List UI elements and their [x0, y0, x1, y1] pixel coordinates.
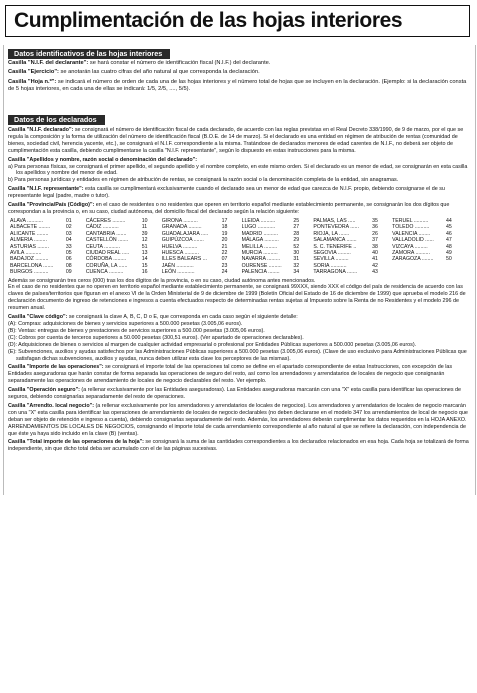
province-name: TOLEDO ..........: [392, 224, 430, 231]
province-name: VALENCIA ........: [392, 230, 431, 237]
province-row: [10, 269, 466, 275]
province-name: BURGOS ..........: [10, 269, 49, 276]
province-name: NAVARRA .........: [241, 256, 281, 263]
province-name: [392, 269, 446, 275]
province-name: RIOJA, LA .......: [313, 230, 350, 237]
province-name: ILLES BALEARS ...: [161, 256, 208, 263]
province-code: 25: [293, 217, 300, 224]
seguro-text: Casilla "Operación seguro": (a rellenar exclusivamente por las Entidades aseguradoras). Las Entidades aseguradoras marcarán con una "X" esta casilla para identificar las operaciones de seguros, debiendo consignarlas separadamente del resto de operaciones.: [8, 387, 462, 401]
province-name: CÁDIZ ...........: [85, 224, 119, 231]
province-table: [10, 218, 466, 276]
province-code: 37: [372, 237, 378, 244]
province-name: BADAJOZ .........: [10, 256, 49, 263]
province-name: CÓRDOBA .........: [85, 256, 127, 263]
province-name: JAÉN ............: [161, 262, 194, 269]
province-code: 34: [293, 269, 300, 276]
claves-list: [8, 321, 470, 362]
province-code: 45: [446, 224, 452, 231]
province-name: ALMERIA .........: [10, 237, 47, 244]
province-name: S. C. TENERIFE ..: [313, 243, 357, 250]
section-header-identificativos: Datos identificativos de las hojas interiores: [8, 49, 170, 59]
province-name: LLEIDA ..........: [241, 217, 276, 224]
provincia-after-2: En el caso de no residentes que no operen en territorio español mediante establecimiento permanente, se consignará 99XXX, siendo XXX el código del país de residencia de acuerdo con las claves de países/territorios que figuran en el anexo VI de la Orden Ministerial de 9 de diciembre de 1999 (Boletín Oficial del Estado de 16 de diciembre de 1999) que aprueba el modelo 216 de declaración documento de ingreso de retenciones e ingresos a cuenta efectuados respecto de determinadas rentas sujetas al Impuesto sobre la Renta de no Residentes y el modelo 296 de resumen anual.: [8, 284, 466, 312]
province-name: ZARAGOZA ........: [392, 256, 434, 263]
province-name: MADRID ..........: [241, 230, 278, 237]
province-name: ALICANTE ........: [10, 230, 49, 237]
province-name: VALLADOLID ......: [392, 237, 434, 244]
section-identificativos: [8, 60, 470, 96]
province-name: GIRONA ..........: [161, 217, 198, 224]
province-code: 47: [446, 237, 452, 244]
province-name: AVILA ...........: [10, 249, 42, 256]
apellidos-b: b) Para personas jurídicas y entidades en régimen de atribución de rentas, se consignará la razón social o la denominación completa de la entidad, sin anagramas.: [8, 177, 399, 184]
province-name: CEUTA ...........: [85, 243, 121, 250]
province-code: 41: [372, 256, 378, 263]
province-code: 11: [141, 224, 148, 231]
province-name: SALAMANCA .......: [313, 237, 357, 244]
province-code: 20: [221, 237, 228, 244]
clave-text: Casilla "Clave código": se consignará la clave A, B, C, D o E, que corresponda en cada caso según el siguiente detalle:: [8, 314, 298, 321]
province-name: HUESCA ..........: [161, 249, 199, 256]
province-code: 29: [293, 237, 300, 244]
province-code: 51: [141, 243, 148, 250]
provincia-text: Casilla "Provincia/País (Código)": en el caso de residentes o no residentes que operen en territorio español mediante establecimiento permanente, se consignarán los dos dígitos que correspondan a la provincia o, en su caso, ciudad autónoma, del domicilio fiscal del declarado según la relación siguiente:: [8, 202, 450, 215]
province-code: 46: [446, 230, 452, 237]
apellidos-heading: Casilla "Apellidos y nombre, razón social o denominación del declarado":: [8, 156, 198, 163]
province-name: CASTELLÓN .......: [85, 237, 129, 244]
province-code: 23: [221, 262, 228, 269]
province-name: MELILLA .........: [241, 243, 278, 250]
clave-item: (C): Cobros por cuenta de terceros superiores a 50.000 pesetas (300,51 euros). (Ver apartado de operaciones declarables).: [8, 334, 304, 341]
province-name: ZAMORA ..........: [392, 249, 430, 256]
province-name: ALAVA ...........: [10, 217, 43, 224]
province-code: 06: [65, 256, 72, 263]
province-code: 32: [293, 262, 300, 269]
province-name: SORIA ...........: [313, 262, 347, 269]
province-code: 24: [221, 269, 228, 276]
province-code: 33: [65, 243, 72, 250]
province-code: [446, 269, 466, 275]
province-code: 01: [65, 217, 72, 224]
province-code: 03: [65, 230, 72, 237]
province-name: GRANADA .........: [161, 224, 202, 231]
province-name: CANTABRIA .......: [85, 230, 127, 237]
province-name: BARCELONA .......: [10, 262, 54, 269]
section-header-declarados: Datos de los declarados: [8, 115, 105, 125]
province-code: 50: [446, 256, 452, 263]
province-name: SEGOVIA .........: [313, 249, 351, 256]
province-name: MÁLAGA ..........: [241, 237, 279, 244]
apellidos-a: a) Para personas físicas, se consignará el primer apellido, el segundo apellido y el nombre completo, en este mismo orden. Si el declarado es un menor de edad, se consignarán en esta casilla los apellidos y nombre del menor de edad.: [8, 163, 468, 177]
clave-item: (E): Subvenciones, auxilios y ayudas satisfechos por las Administraciones Públicas superiores a 500.000 pesetas (3.005,06 euros). (Clave de uso exclusivo para Administraciones Públicas que satisfagan dichas subvenciones, auxilios y ayudas, nunca deben utilizar esta clave los perceptores de las mismas).: [8, 348, 467, 362]
province-name: ALBACETE ........: [10, 224, 51, 231]
province-name: ASTURIAS ........: [10, 243, 49, 250]
province-code: 40: [372, 249, 378, 256]
province-code: 30: [293, 249, 300, 256]
province-code: 38: [372, 243, 378, 250]
province-code: 21: [221, 243, 228, 250]
clave-item: (A): Compras: adquisiciones de bienes y servicios superiores a 500.000 pesetas (3.005,06 euros).: [8, 320, 243, 327]
province-code: 52: [293, 243, 300, 250]
nif-representante-text: Casilla "N.I.F. representante": esta casilla se cumplimentará exclusivamente cuando el declarado sea un menor de edad que carezca de N.I.F. propio, debiendo consignarse el de su representante legal (padre, madre o tutor).: [8, 186, 445, 200]
section-declarados: [8, 127, 470, 453]
title-box: [5, 5, 470, 37]
arrendamiento-text: Casilla "Arrendto. local negocio": (a rellenar exclusivamente por los arrendadores y arrendatarios de locales de negocios). Los arrendadores y arrendatarios de locales de negocio marcarán con una "X" esta casilla para identificar las operaciones de arrendamiento de locales de negocio declarables (no deben declararse en el modelo 347 los arrendamientos de local de negocio que deban ser objeto de retención e ingreso a cuenta), debiendo consignarlas separadamente del resto. Además, los arrendadores deberán cumplimentar los datos requeridos en la HOJA ANEXO. ARRENDAMIENTOS DE LOCALES DE NEGOCIOS, consignando el importe total de cada arrendamiento correspondiente al año natural al que se refiere la declaración, con independencia de que éste ya haya sido incluido en la clave (B) (ventas).: [8, 402, 468, 437]
province-name: LEÓN ............: [161, 269, 195, 276]
item-nif-declarante: Casilla "N.I.F. del declarante": se hará constar el número de identificación fiscal (N.I.F.) del declarante.: [8, 60, 271, 66]
clave-item: (B): Ventas: entregas de bienes y prestaciones de servicios superiores a 500.000 pesetas (3.005,06 euros).: [8, 327, 265, 334]
province-name: CÁCERES .........: [85, 217, 126, 224]
province-code: 48: [446, 243, 452, 250]
province-name: TERUEL ..........: [392, 217, 429, 224]
province-code: 18: [221, 224, 228, 231]
province-code: 27: [293, 224, 300, 231]
province-code: 02: [65, 224, 72, 231]
item-hoja: Casilla "Hoja n.º": se indicará el número de orden de cada una de las hojas interiores y el número total de hojas que se incluyen en la declaración. (Ejemplo: si la declaración consta de 5 hojas interiores, en cada una de ellas se indicará: 1/5, 2/5, ...., 5/5).: [8, 78, 467, 93]
province-name: VIZCAYA .........: [392, 243, 428, 250]
province-code: 04: [65, 237, 72, 244]
province-code: 36: [372, 224, 378, 231]
province-name: TARRAGONA .......: [313, 269, 358, 276]
province-code: 15: [141, 262, 148, 269]
province-code: 05: [65, 249, 72, 256]
page-title: Cumplimentación de las hojas interiores: [14, 9, 403, 32]
province-code: 19: [221, 230, 228, 237]
province-name: CIUDAD REAL .....: [85, 249, 130, 256]
province-code: 43: [372, 269, 378, 276]
province-name: GUIPÚZCOA .......: [161, 237, 204, 244]
province-code: 08: [65, 262, 72, 269]
province-code: 09: [65, 269, 72, 276]
province-code: 44: [446, 217, 452, 224]
province-name: HUELVA ..........: [161, 243, 198, 250]
province-code: 49: [446, 249, 452, 256]
importe-text: Casilla "Importe de las operaciones": se consignará el importe total de las operaciones tal como se define en el apartado correspondiente de estas Instrucciones, con excepción de las Entidades aseguradoras que harán constar de forma separada las operaciones de seguro del resto, así como los arrendadores y arrendatarios de locales de negocio que consignarán separadamente las operaciones de arrendamiento de locales de negocio declarables del resto. Ver ejemplo.: [8, 364, 453, 385]
province-code: 22: [221, 249, 228, 256]
province-name: PONTEVEDRA ......: [313, 224, 359, 231]
province-code: 17: [221, 217, 228, 224]
province-name: OURENSE .........: [241, 262, 282, 269]
province-code: 13: [141, 249, 148, 256]
province-code: 10: [141, 217, 148, 224]
province-code: 14: [141, 256, 148, 263]
province-code: 12: [141, 237, 148, 244]
province-name: CORUÑA, LA ......: [85, 262, 128, 269]
province-code: 16: [141, 269, 148, 276]
total-text: Casilla "Total importe de las operaciones de la hoja": se consignará la suma de las cantidades correspondientes a los declarados relacionados en esa hoja. Cada hoja se totalizará de forma independiente, sin que dicho total deba ser acumulado con el de las páginas sucesivas.: [8, 439, 469, 453]
province-name: CUENCA ..........: [85, 269, 124, 276]
item-ejercicio: Casilla "Ejercicio": se anotarán las cuatro cifras del año natural al que corresponda la declaración.: [8, 69, 260, 76]
province-code: 35: [372, 217, 378, 224]
province-name: PALMAS, LAS .....: [313, 217, 356, 224]
clave-item: (D): Adquisiciones de bienes o servicios al margen de cualquier actividad empresarial o profesional por Entidades Públicas superiores a 500.000 pesetas (3.005,06 euros).: [8, 341, 417, 348]
province-code: 31: [293, 256, 300, 263]
province-code: 42: [372, 262, 378, 269]
province-code: 26: [372, 230, 378, 237]
provincia-after-1: Además se consignarán tres ceros (000) tras los dos dígitos de la provincia, o en su caso, ciudad autónoma antes mencionados.: [8, 277, 316, 284]
province-name: LUGO ............: [241, 224, 276, 231]
province-code: 07: [221, 256, 228, 263]
province-name: SEVILLA .........: [313, 256, 349, 263]
province-name: GUADALAJARA .....: [161, 230, 209, 237]
province-name: PALENCIA ........: [241, 269, 280, 276]
province-code: 39: [141, 230, 148, 237]
nif-declarado-text: Casilla "N.I.F. declarado": se consignará el número de identificación fiscal de cada declarado, de acuerdo con las reglas previstas en el Real Decreto 338/1990, de 9 de marzo, por el que se regula la composición y la forma de utilización del número de identificación fiscal (B.O.E. de 14 de marzo). Si el declarado es una entidad en régimen de atribución de rentas (comunidad de bienes, sociedad civil, herencia yacente, etc.), se consignará el N.I.F. correspondiente a la misma. Tratándose de declarados menores de edad carentes de N.I.F., no deberá ser objeto de cumplimentación esta casilla, debiendo cumplimentarse la casilla "N.I.F. representante", según lo dispuesto en estas instrucciones para la misma.: [8, 127, 464, 154]
province-code: 28: [293, 230, 300, 237]
province-name: MURCIA ..........: [241, 249, 278, 256]
